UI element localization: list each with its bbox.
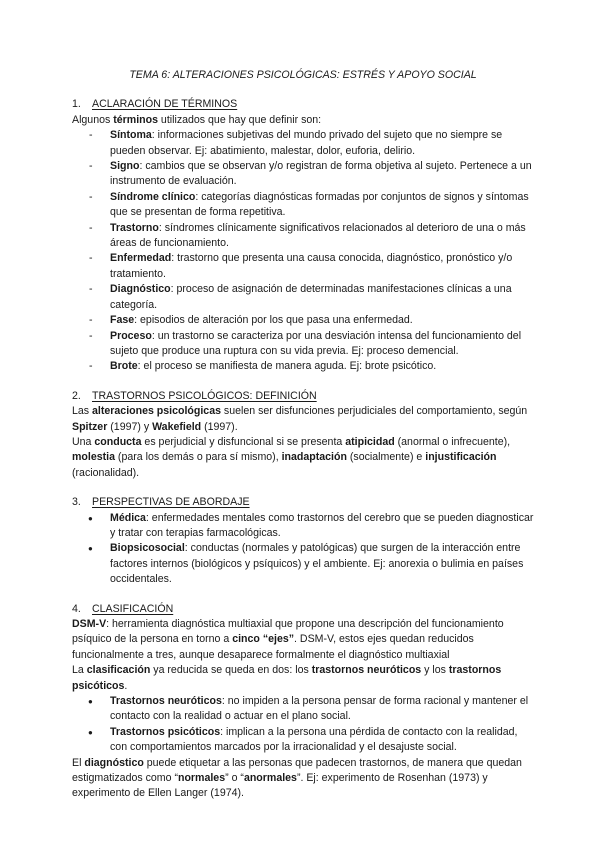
bold-term: injustificación <box>425 451 497 464</box>
definition: : el proceso se manifiesta de manera aguda. Ej: brote psicótico. <box>137 360 437 373</box>
term: Trastorno <box>110 221 159 234</box>
term: Trastornos neuróticos <box>110 695 222 708</box>
section-2-paragraph-2 <box>72 435 534 481</box>
document-page <box>72 68 534 802</box>
perspectives-list <box>72 511 534 588</box>
list-item <box>72 282 534 313</box>
section-number: 3. <box>72 496 81 509</box>
classification-list <box>72 694 534 756</box>
bold-term: molestia <box>72 451 115 464</box>
text-run: Las <box>72 405 93 418</box>
section-4-paragraph-3 <box>72 756 534 802</box>
term: Síndrome clínico <box>110 190 196 203</box>
bold-term: atipicidad <box>345 435 395 448</box>
bold-term: términos <box>113 113 158 126</box>
text-run: (1997) y <box>107 420 153 433</box>
term: Brote <box>110 360 138 373</box>
section-4-heading <box>72 602 534 617</box>
definition: : categorías diagnósticas formadas por conjuntos de signos y síntomas que se presentan de forma repetitiva. <box>110 190 529 219</box>
list-item <box>72 329 534 360</box>
text-run: y los <box>421 664 449 677</box>
text-run: . <box>124 679 128 692</box>
text-run: . DSM-V, estos ejes quedan reducidos funcionalmente a tres, aunque desaparece formalmente el diagnóstico multiaxial <box>72 633 474 661</box>
text-run: ”. Ej: experimento de Rosenhan (1973) y experimento de Ellen Langer (1974). <box>72 772 488 800</box>
section-2-heading <box>72 389 534 404</box>
bold-term: clasificación <box>86 664 151 677</box>
bold-term: trastornos neuróticos <box>311 664 422 677</box>
text-run: ya reducida se queda en dos: los <box>150 664 312 677</box>
term: Biopsicosocial <box>110 542 185 555</box>
definition: : proceso de asignación de determinadas manifestaciones clínicas a una categoría. <box>110 283 512 311</box>
section-title: PERSPECTIVAS DE ABORDAJE <box>92 496 250 509</box>
term: Médica <box>110 511 146 524</box>
text-run: (socialmente) e <box>346 451 426 464</box>
document-title: TEMA 6: ALTERACIONES PSICOLÓGICAS: ESTRÉS Y APOYO SOCIAL <box>129 69 477 81</box>
list-item <box>72 159 534 190</box>
list-item <box>72 190 534 221</box>
text-run: ” o “ <box>225 772 244 785</box>
definition: : no impiden a la persona pensar de forma racional y mantener el contacto con la realidad o actuar en el plano social. <box>110 695 529 723</box>
bold-term: anormales <box>243 772 297 785</box>
bold-term: Spitzer <box>72 420 108 433</box>
term: Trastornos psicóticos <box>110 725 221 738</box>
definition: : conductas (normales y patológicas) que surgen de la interacción entre factores internos (biológicos y psíquicos) y el ambiente. Ej: anorexia o bulimia en países occidentales. <box>110 542 524 586</box>
list-item <box>72 221 534 252</box>
list-item <box>72 725 534 756</box>
definition: : trastorno que presenta una causa conocida, diagnóstico, pronóstico y/o tratamiento. <box>110 252 513 280</box>
term: Diagnóstico <box>110 283 171 296</box>
definition: : implican a la persona una pérdida de contacto con la realidad, con comportamientos marcados por la irracionalidad y el desajuste social. <box>110 725 518 754</box>
list-item <box>72 128 534 159</box>
bold-term: diagnóstico <box>84 756 144 769</box>
list-item <box>72 694 534 725</box>
definition: : cambios que se observan y/o registran de forma objetiva al sujeto. Pertenece a un instrumento de evaluación. <box>110 160 532 188</box>
definition: : enfermedades mentales como trastornos del cerebro que se pueden diagnosticar y tratar con terapias farmacológicas. <box>110 511 534 539</box>
text-run: (racionalidad). <box>72 466 140 479</box>
term: Fase <box>110 314 135 327</box>
definition: : episodios de alteración por los que pasa una enfermedad. <box>134 314 413 327</box>
section-2-paragraph-1 <box>72 404 534 435</box>
text-run: es perjudicial y disfuncional si se presenta <box>141 435 346 448</box>
list-item <box>72 313 534 328</box>
term: Síntoma <box>110 129 152 142</box>
text-run: suelen ser disfunciones perjudiciales del comportamiento, según <box>220 405 528 418</box>
text-run: Algunos <box>72 113 114 126</box>
section-number: 1. <box>72 98 81 111</box>
section-3-heading <box>72 495 534 510</box>
section-title: ACLARACIÓN DE TÉRMINOS <box>92 98 238 111</box>
text-run: El <box>72 756 85 769</box>
section-4-paragraph-1 <box>72 617 534 663</box>
section-4-paragraph-2 <box>72 663 534 694</box>
bold-term: trastornos psicóticos <box>72 664 502 692</box>
bold-term: conducta <box>94 435 142 448</box>
section-1-heading <box>72 97 534 112</box>
terms-list <box>72 128 534 375</box>
section-title: CLASIFICACIÓN <box>92 602 174 615</box>
list-item <box>72 359 534 374</box>
term: Signo <box>110 160 140 173</box>
section-title: TRASTORNOS PSICOLÓGICOS: DEFINICIÓN <box>92 389 317 402</box>
text-run: (anormal o infrecuente), <box>394 435 511 448</box>
definition: : un trastorno se caracteriza por una desviación intensa del funcionamiento del sujeto que produce una ruptura con su vida previa. Ej: proceso demencial. <box>110 329 522 357</box>
bold-term: normales <box>177 772 226 785</box>
bold-term: DSM-V <box>72 618 107 630</box>
text-run: (1997). <box>201 420 238 433</box>
text-run: (para los demás o para sí mismo), <box>114 451 282 464</box>
list-item <box>72 541 534 587</box>
text-run: Una <box>72 435 95 448</box>
text-run: La <box>72 664 87 677</box>
section-number: 2. <box>72 389 81 402</box>
section-1-intro <box>72 113 534 128</box>
bold-term: alteraciones psicológicas <box>92 405 221 418</box>
definition: : informaciones subjetivas del mundo privado del sujeto que no siempre se pueden observar. Ej: abatimiento, malestar, dolor, euforia, delirio. <box>110 129 503 157</box>
text-run: : herramienta diagnóstica multiaxial que propone una descripción del funcionamiento psíquico de la persona en torno a <box>72 618 504 646</box>
text-run: puede etiquetar a las personas que padecen trastornos, de manera que quedan estigmatizados como “ <box>72 756 522 785</box>
term: Proceso <box>110 329 152 342</box>
section-number: 4. <box>72 602 81 615</box>
bold-term: cinco “ejes” <box>232 633 295 646</box>
list-item <box>72 511 534 542</box>
term: Enfermedad <box>110 252 172 265</box>
list-item <box>72 251 534 282</box>
text-run: utilizados que hay que definir son: <box>157 113 322 126</box>
definition: : síndromes clínicamente significativos relacionados al deterioro de una o más áreas de funcionamiento. <box>110 221 526 250</box>
bold-term: inadaptación <box>281 451 347 464</box>
bold-term: Wakefield <box>152 420 202 433</box>
